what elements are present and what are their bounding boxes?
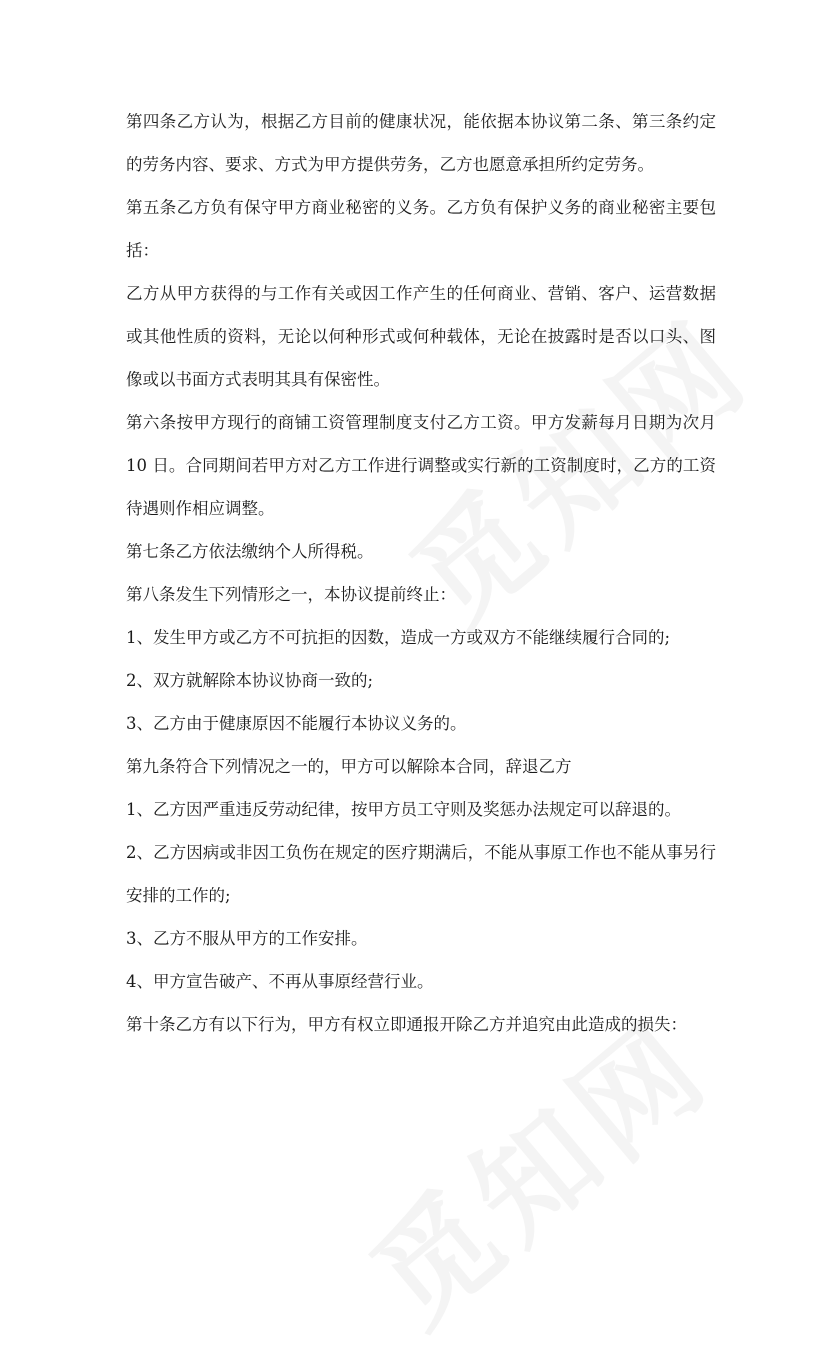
article-8-item-1: 1、发生甲方或乙方不可抗拒的因数，造成一方或双方不能继续履行合同的; <box>126 628 671 647</box>
article-8-item-2: 2、双方就解除本协议协商一致的; <box>126 671 374 690</box>
article-6-paragraph: 第六条按甲方现行的商铺工资管理制度支付乙方工资。甲方发薪每月日期为次月 10 日。合同期间若甲方对乙方工作进行调整或实行新的工资制度时，乙方的工资待遇则作相应调整。 <box>126 413 716 518</box>
document-body <box>126 100 716 1046</box>
article-8-paragraph: 第八条发生下列情形之一，本协议提前终止： <box>126 585 456 604</box>
article-9-item-4: 4、甲方宣告破产、不再从事原经营行业。 <box>126 972 434 991</box>
article-9-item-1: 1、乙方因严重违反劳动纪律，按甲方员工守则及奖惩办法规定可以辞退的。 <box>126 800 681 819</box>
article-7-paragraph: 第七条乙方依法缴纳个人所得税。 <box>126 542 374 561</box>
article-5-paragraph: 第五条乙方负有保守甲方商业秘密的义务。乙方负有保护义务的商业秘密主要包括： <box>126 198 716 260</box>
article-9-item-2: 2、乙方因病或非因工负伤在规定的医疗期满后，不能从事原工作也不能从事另行安排的工作的; <box>126 843 716 905</box>
article-10-paragraph: 第十条乙方有以下行为，甲方有权立即通报开除乙方并追究由此造成的损失： <box>126 1015 687 1034</box>
article-9-paragraph: 第九条符合下列情况之一的，甲方可以解除本合同，辞退乙方 <box>126 757 572 776</box>
article-4-paragraph: 第四条乙方认为，根据乙方目前的健康状况，能依据本协议第二条、第三条约定的劳务内容、要求、方式为甲方提供劳务，乙方也愿意承担所约定劳务。 <box>126 112 716 174</box>
article-8-item-3: 3、乙方由于健康原因不能履行本协议义务的。 <box>126 714 467 733</box>
article-9-item-3: 3、乙方不服从甲方的工作安排。 <box>126 929 368 948</box>
trade-secret-definition-paragraph: 乙方从甲方获得的与工作有关或因工作产生的任何商业、营销、客户、运营数据或其他性质的资料，无论以何种形式或何种载体，无论在披露时是否以口头、图像或以书面方式表明其具有保密性。 <box>126 284 716 389</box>
